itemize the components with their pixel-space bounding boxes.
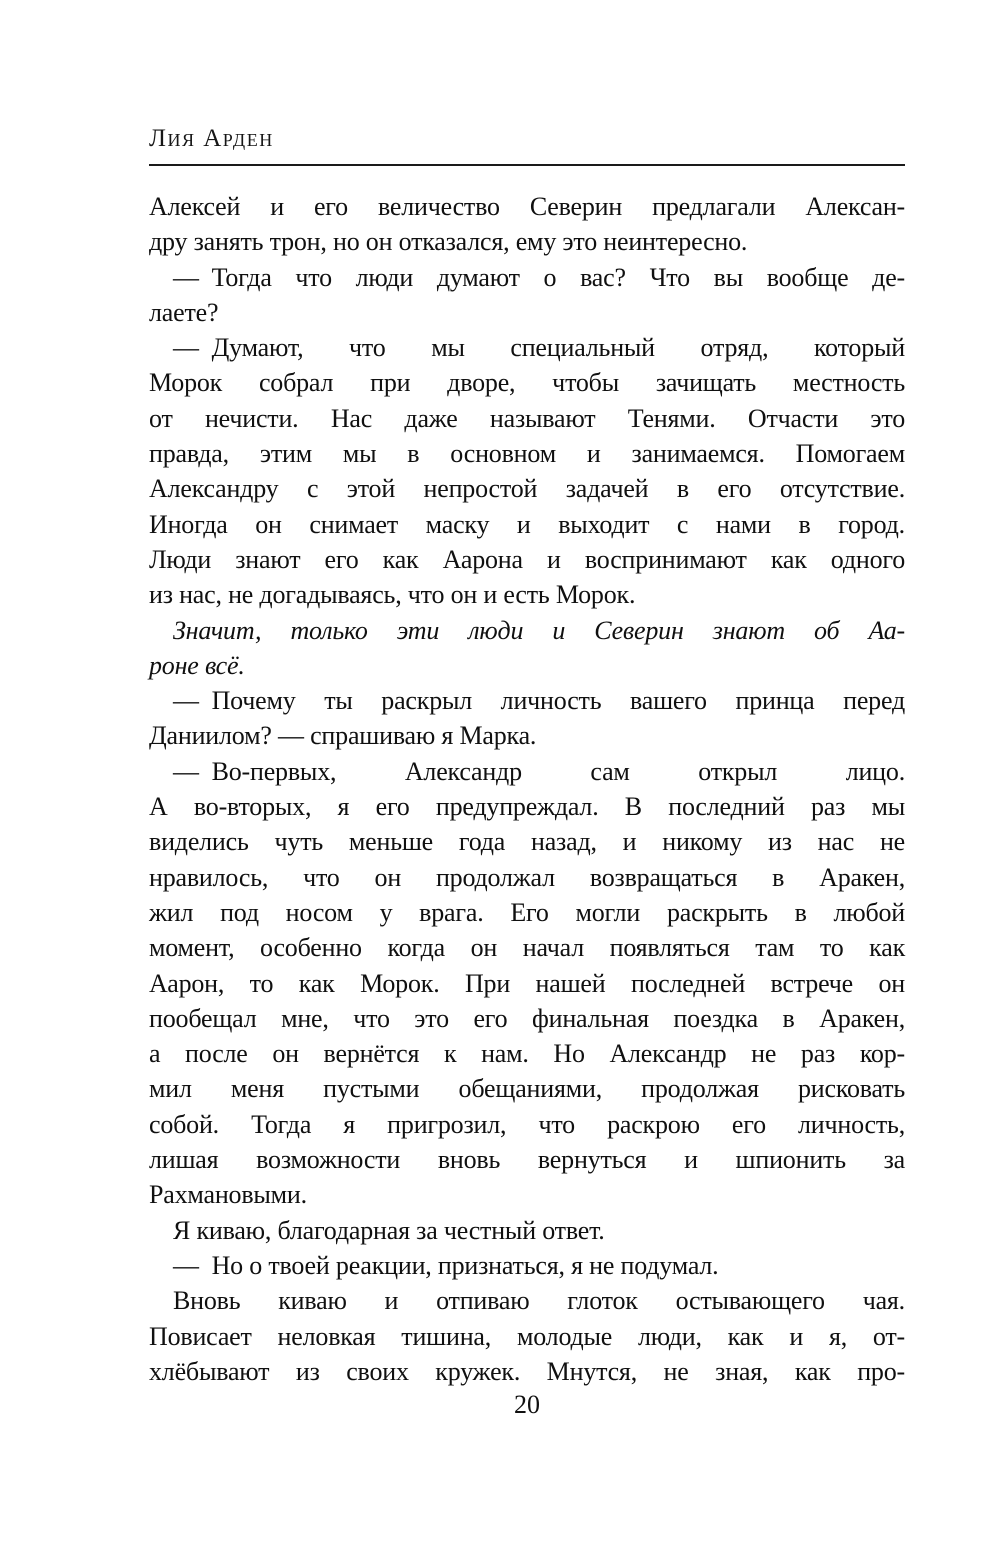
text-line: А во-вторых, я его предупреждал. В последний раз мы bbox=[149, 792, 905, 822]
text-line: из нас, не догадываясь, что он и есть Морок. bbox=[149, 580, 636, 610]
paragraph bbox=[149, 189, 905, 260]
paragraph bbox=[149, 260, 905, 331]
text-line: Даниилом? — спрашиваю я Марка. bbox=[149, 721, 537, 751]
header-rule bbox=[149, 164, 905, 166]
paragraph bbox=[149, 754, 905, 1213]
page-number: 20 bbox=[514, 1390, 540, 1420]
text-line: а после он вернётся к нам. Но Александр не раз кор- bbox=[149, 1039, 905, 1069]
text-line: — Во-первых, Александр сам открыл лицо. bbox=[173, 756, 905, 786]
paragraph bbox=[149, 1283, 905, 1389]
text-line: Рахмановыми. bbox=[149, 1180, 307, 1210]
text-line: Морок собрал при дворе, чтобы зачищать местность bbox=[149, 368, 905, 398]
paragraph bbox=[149, 613, 905, 684]
text-line: лаете? bbox=[149, 297, 219, 327]
text-line: дру занять трон, но он отказался, ему это неинтересно. bbox=[149, 227, 748, 257]
text-line: лишая возможности вновь вернуться и шпионить за bbox=[149, 1145, 905, 1175]
text-line: Повисает неловкая тишина, молодые люди, как и я, от- bbox=[149, 1321, 905, 1351]
text-line: от нечисти. Нас даже называют Тенями. Отчасти это bbox=[149, 403, 905, 433]
book-page bbox=[149, 0, 905, 1420]
text-line: роне всё. bbox=[149, 650, 245, 680]
text-line: — Думают, что мы специальный отряд, который bbox=[173, 333, 905, 363]
text-line: жил под носом у врага. Его могли раскрыть в любой bbox=[149, 897, 905, 927]
text-line: собой. Тогда я пригрозил, что раскрою его личность, bbox=[149, 1109, 905, 1139]
text-line: — Почему ты раскрыл личность вашего принца перед bbox=[173, 686, 905, 716]
text-line: Вновь киваю и отпиваю глоток остывающего чая. bbox=[173, 1286, 905, 1316]
text-line: Аарон, то как Морок. При нашей последней встрече он bbox=[149, 968, 905, 998]
running-header: Лия Арден bbox=[149, 125, 274, 152]
text-line: момент, особенно когда он начал появляться там то как bbox=[149, 933, 905, 963]
paragraph bbox=[149, 683, 905, 754]
text-line: Александру с этой непростой задачей в его отсутствие. bbox=[149, 474, 905, 504]
body-text bbox=[149, 189, 905, 1389]
text-line: Иногда он снимает маску и выходит с нами в город. bbox=[149, 509, 905, 539]
text-line: — Но о твоей реакции, признаться, я не подумал. bbox=[173, 1250, 719, 1280]
paragraph bbox=[149, 1213, 905, 1248]
text-line: виделись чуть меньше года назад, и никому из нас не bbox=[149, 827, 905, 857]
text-line: Я киваю, благодарная за честный ответ. bbox=[173, 1215, 605, 1245]
text-line: — Тогда что люди думают о вас? Что вы вообще де- bbox=[173, 262, 905, 292]
text-line: нравилось, что он продолжал возвращаться в Аракен, bbox=[149, 862, 905, 892]
paragraph bbox=[149, 330, 905, 612]
text-line: Алексей и его величество Северин предлагали Алексан- bbox=[149, 192, 905, 221]
paragraph bbox=[149, 1248, 905, 1283]
text-line: Значит, только эти люди и Северин знают об Аа- bbox=[173, 615, 905, 645]
text-line: Люди знают его как Аарона и воспринимают как одного bbox=[149, 544, 905, 574]
text-line: пообещал мне, что это его финальная поездка в Аракен, bbox=[149, 1003, 905, 1033]
text-line: мил меня пустыми обещаниями, продолжая рисковать bbox=[149, 1074, 905, 1104]
text-line: хлёбывают из своих кружек. Мнутся, не зная, как про- bbox=[149, 1356, 905, 1386]
text-line: правда, этим мы в основном и занимаемся. Помогаем bbox=[149, 439, 905, 469]
